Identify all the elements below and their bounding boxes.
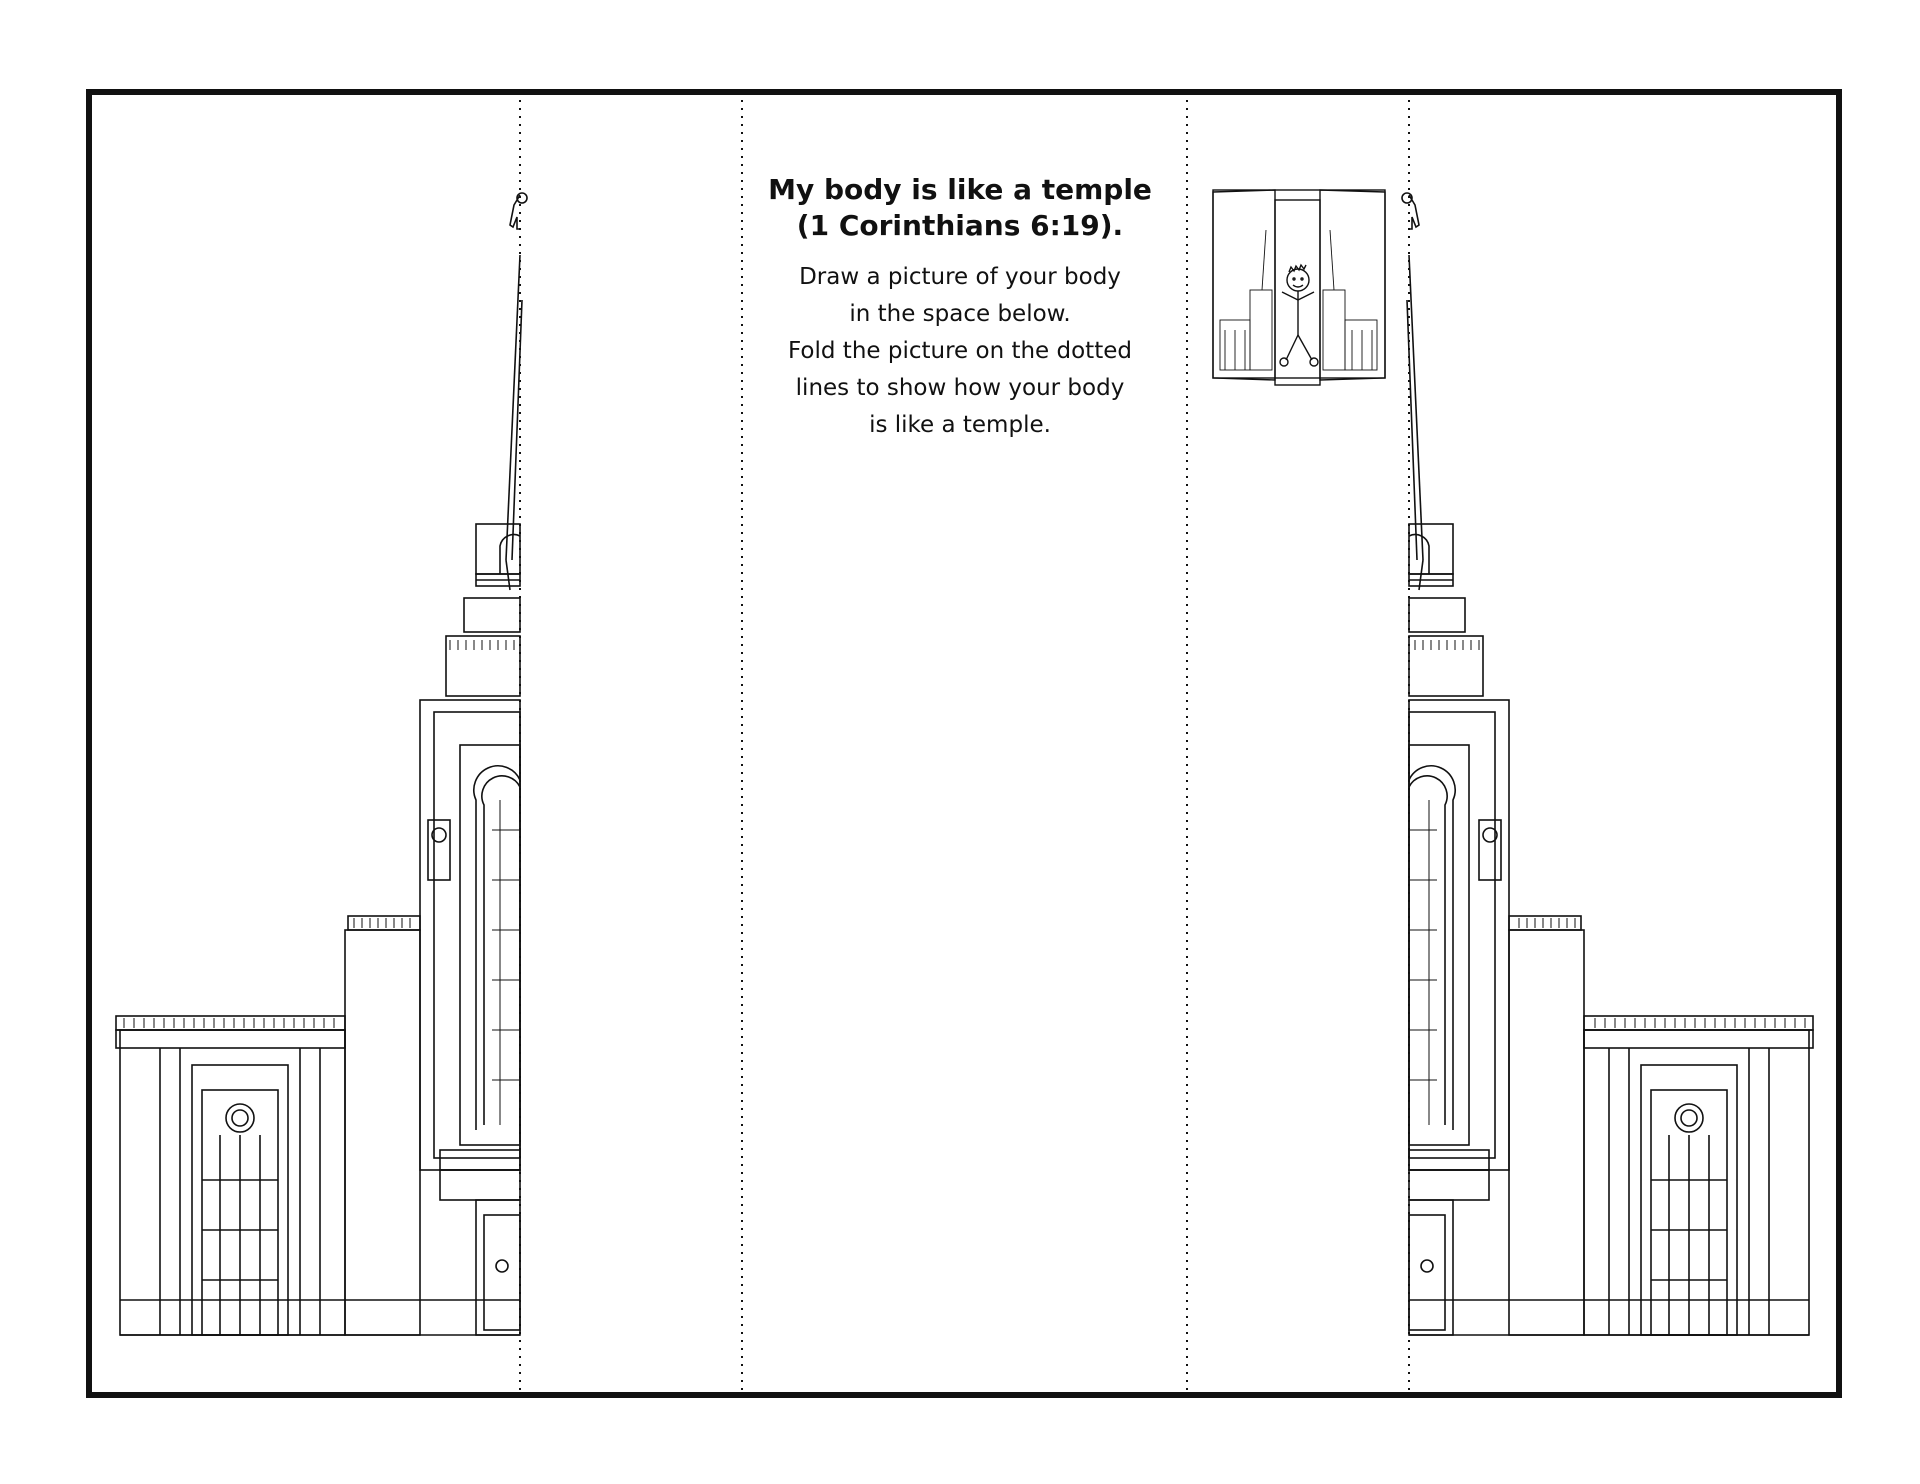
title-line-2: (1 Corinthians 6:19). — [796, 209, 1124, 242]
instructions — [760, 259, 1160, 444]
folded-temple-example-icon — [1213, 190, 1385, 385]
instruction-line: lines to show how your body — [795, 375, 1125, 401]
instruction-line: Fold the picture on the dotted — [788, 338, 1132, 364]
title-line-1: My body is like a temple — [768, 173, 1152, 206]
instruction-line: is like a temple. — [869, 412, 1051, 438]
page-title — [740, 172, 1180, 244]
instruction-line: Draw a picture of your body — [799, 264, 1121, 290]
instruction-line: in the space below. — [849, 301, 1071, 327]
